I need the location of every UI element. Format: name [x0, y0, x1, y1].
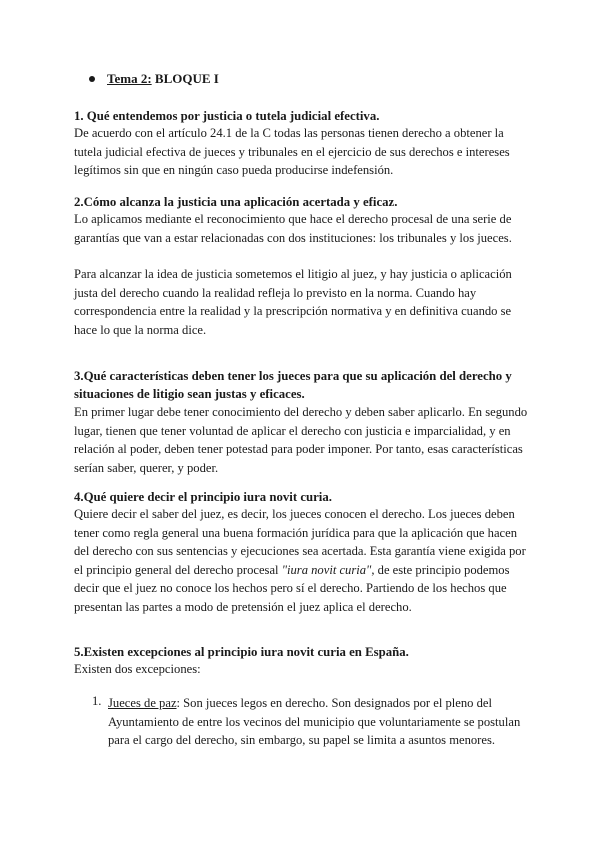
- list-term: Jueces de paz: [108, 696, 177, 710]
- list-number: 1.: [92, 694, 102, 708]
- topic-title: BLOQUE I: [154, 71, 219, 86]
- topic-label: Tema 2:: [107, 71, 152, 86]
- answer-2a: Lo aplicamos mediante el reconocimiento que hace el derecho procesal de una serie de garantías que van a estar relacionadas con dos instituciones: los tribunales y los jueces.: [74, 212, 512, 245]
- bullet-icon: [89, 76, 95, 82]
- answer-2b: Para alcanzar la idea de justicia sometemos el litigio al juez, y hay justicia o aplicación justa del derecho cuando la realidad refleja lo previsto en la norma. Cuando hay correspondencia entre la realidad y la prescripción normativa y en definitiva cuando se hace lo que la norma dice.: [74, 267, 512, 337]
- section-3: [74, 367, 534, 477]
- question-3: 3.Qué características deben tener los jueces para que su aplicación del derecho y situaciones de litigio sean justas y eficaces.: [74, 369, 512, 401]
- section-1: [74, 108, 534, 180]
- section-2: [74, 194, 534, 340]
- question-1: 1. Qué entendemos por justicia o tutela judicial efectiva.: [74, 109, 380, 123]
- answer-1: De acuerdo con el artículo 24.1 de la C todas las personas tienen derecho a obtener la tutela judicial efectiva de jueces y tribunales en el ejercicio de sus derechos e intereses legítimos sin que en ningún caso pueda producirse indefensión.: [74, 126, 510, 178]
- section-4: [74, 489, 534, 617]
- answer-4-text-b: , de este principio podemos decir que el juez no conoce los hechos pero sí el derecho. Partiendo de los hechos que presentan las partes a modo de pretensión el juez aplica el derecho.: [74, 562, 510, 614]
- section-5: [74, 644, 534, 679]
- answer-3: En primer lugar debe tener conocimiento del derecho y deben saber aplicarlo. En segundo lugar, tienen que tener voluntad de aplicar el derecho con justicia e imparcialidad, y en relación al poder, deben tener potestad para poder imponer. Por tanto, esas características serían saber, querer, y poder.: [74, 405, 528, 475]
- list-text: [108, 694, 532, 750]
- answer-5: Existen dos excepciones:: [74, 662, 201, 676]
- question-5: 5.Existen excepciones al principio iura novit curia en España.: [74, 645, 409, 659]
- question-4: 4.Qué quiere decir el principio iura novit curia.: [74, 490, 332, 504]
- answer-4-text-a: Quiere decir el saber del juez, es decir, los jueces conocen el derecho. Los jueces deben tener como regla general una buena formación jurídica para que la aplicación que hacen del derecho con sus sentencias y ejecuciones sea acertada. Esta garantía viene exigida por el principio general del derecho procesal: [74, 507, 526, 577]
- topic-heading: [89, 71, 219, 87]
- question-2: 2.Cómo alcanza la justicia una aplicación acertada y eficaz.: [74, 195, 398, 209]
- list-item: [92, 694, 532, 750]
- list-body: : Son jueces legos en derecho. Son designados por el pleno del Ayuntamiento de entre los vecinos del municipio que voluntariamente se postulan para el cargo del derecho, sin embargo, su papel se limita a asuntos menores.: [108, 696, 521, 748]
- answer-4: [74, 505, 534, 617]
- answer-4-italic: "iura novit curia": [281, 562, 372, 577]
